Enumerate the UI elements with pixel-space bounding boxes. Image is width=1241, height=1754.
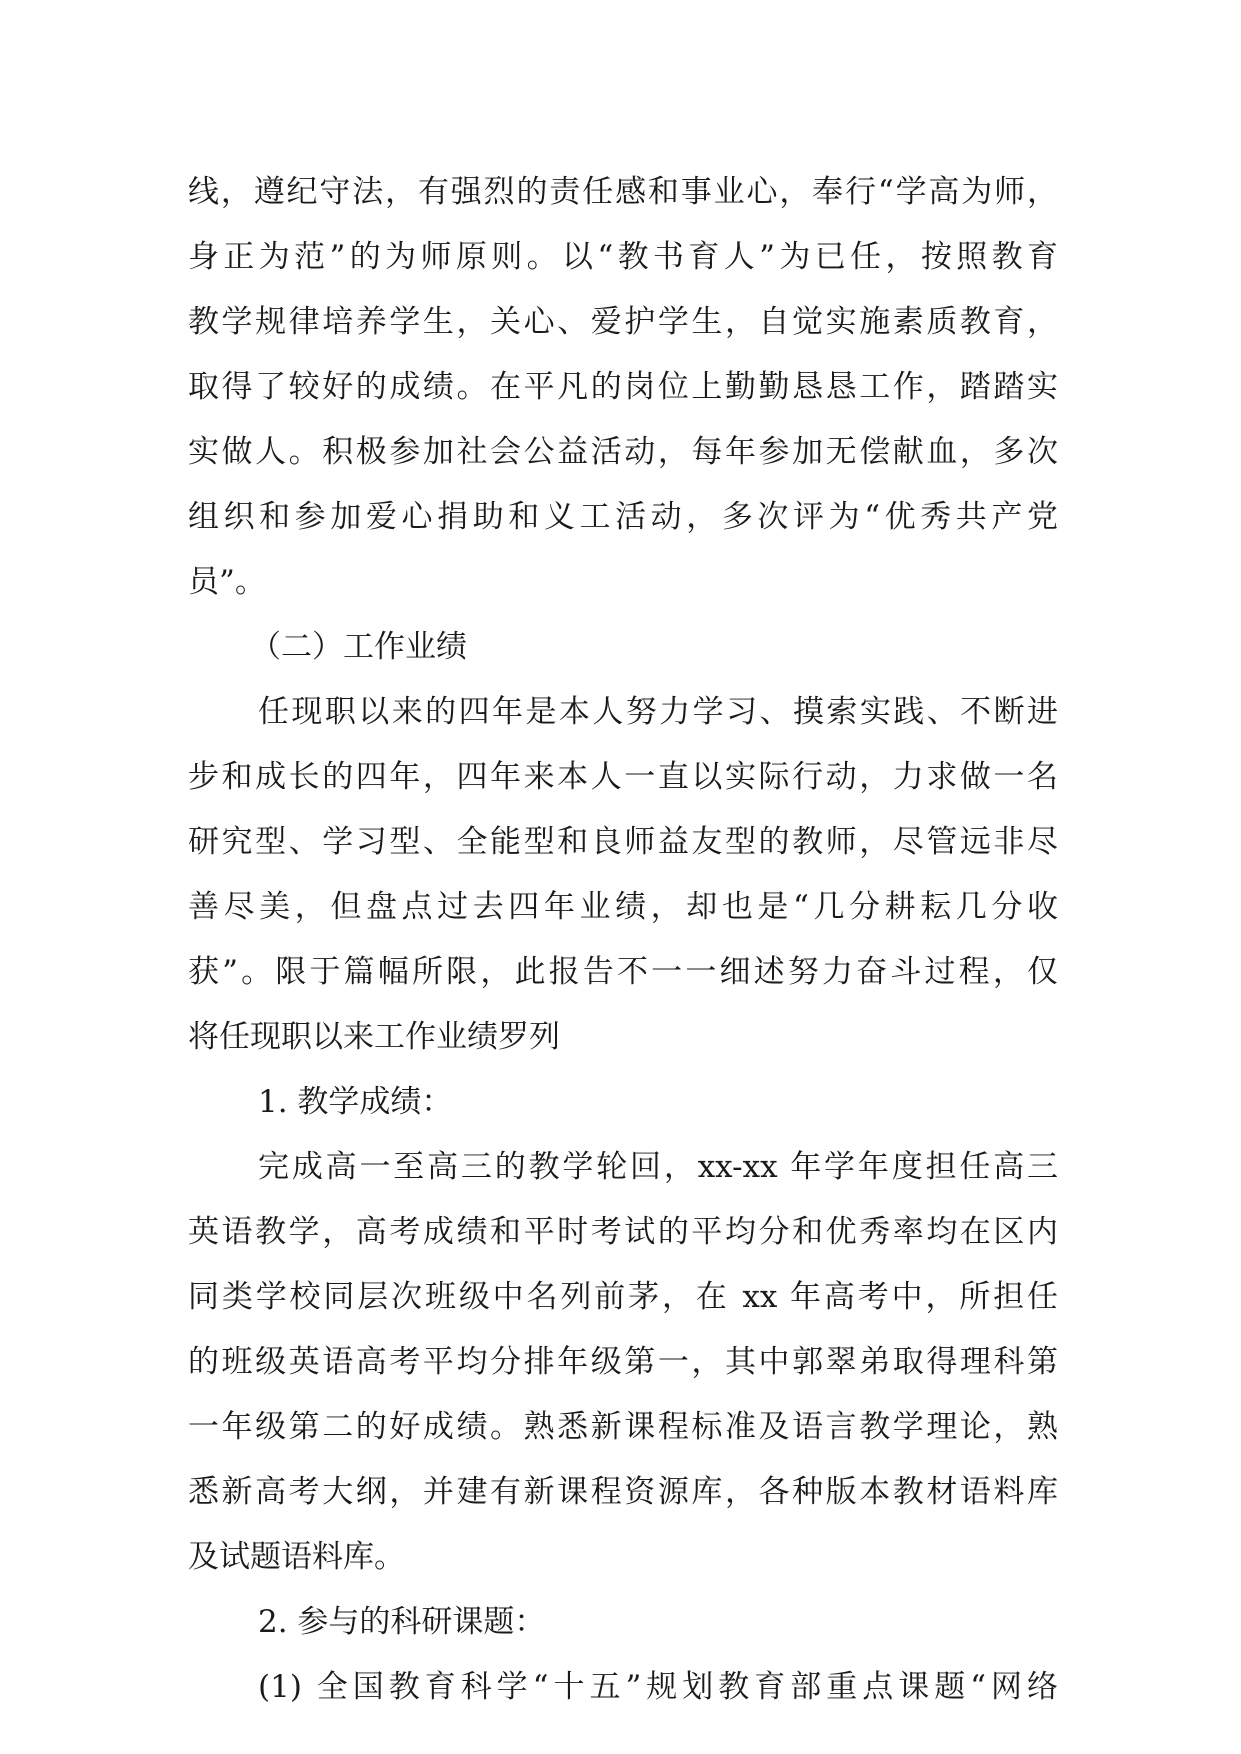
subsection-heading: 1. 教学成绩： xyxy=(258,1084,453,1120)
text-line: 及试题语料库。 xyxy=(188,1539,405,1575)
text-line: 完成高一至高三的教学轮回，xx-xx 年学年度担任高三 xyxy=(258,1149,1058,1185)
text-line: (1) 全国教育科学“十五”规划教育部重点课题“网络 xyxy=(258,1669,1058,1705)
section-heading: （二）工作业绩 xyxy=(250,629,467,665)
text-line: 身正为范”的为师原则。以“教书育人”为已任，按照教育 xyxy=(188,239,1058,275)
text-line: 英语教学，高考成绩和平时考试的平均分和优秀率均在区内 xyxy=(188,1214,1058,1250)
text-line: 研究型、学习型、全能型和良师益友型的教师，尽管远非尽 xyxy=(188,824,1058,860)
text-line: 组织和参加爱心捐助和义工活动，多次评为“优秀共产党 xyxy=(188,499,1058,535)
text-line: 教学规律培养学生，关心、爱护学生，自觉实施素质教育， xyxy=(188,304,1058,340)
text-line: 获”。限于篇幅所限，此报告不一一细述努力奋斗过程，仅 xyxy=(188,954,1058,990)
document-body xyxy=(188,160,1058,1720)
text-line: 步和成长的四年，四年来本人一直以实际行动，力求做一名 xyxy=(188,759,1058,795)
text-line: 线，遵纪守法，有强烈的责任感和事业心，奉行“学高为师， xyxy=(188,174,1058,210)
text-line: 将任现职以来工作业绩罗列 xyxy=(188,1019,560,1055)
text-line: 一年级第二的好成绩。熟悉新课程标准及语言教学理论，熟 xyxy=(188,1409,1058,1445)
text-line: 任现职以来的四年是本人努力学习、摸索实践、不断进 xyxy=(258,694,1058,730)
subsection-heading: 2. 参与的科研课题： xyxy=(258,1604,546,1640)
text-line: 员”。 xyxy=(188,564,266,600)
text-line: 取得了较好的成绩。在平凡的岗位上勤勤恳恳工作，踏踏实 xyxy=(188,369,1058,405)
text-line: 的班级英语高考平均分排年级第一，其中郭翠弟取得理科第 xyxy=(188,1344,1058,1380)
text-line: 悉新高考大纲，并建有新课程资源库，各种版本教材语料库 xyxy=(188,1474,1058,1510)
text-line: 实做人。积极参加社会公益活动，每年参加无偿献血，多次 xyxy=(188,434,1058,470)
text-line: 同类学校同层次班级中名列前茅，在 xx 年高考中，所担任 xyxy=(188,1279,1058,1315)
text-line: 善尽美，但盘点过去四年业绩，却也是“几分耕耘几分收 xyxy=(188,889,1058,925)
